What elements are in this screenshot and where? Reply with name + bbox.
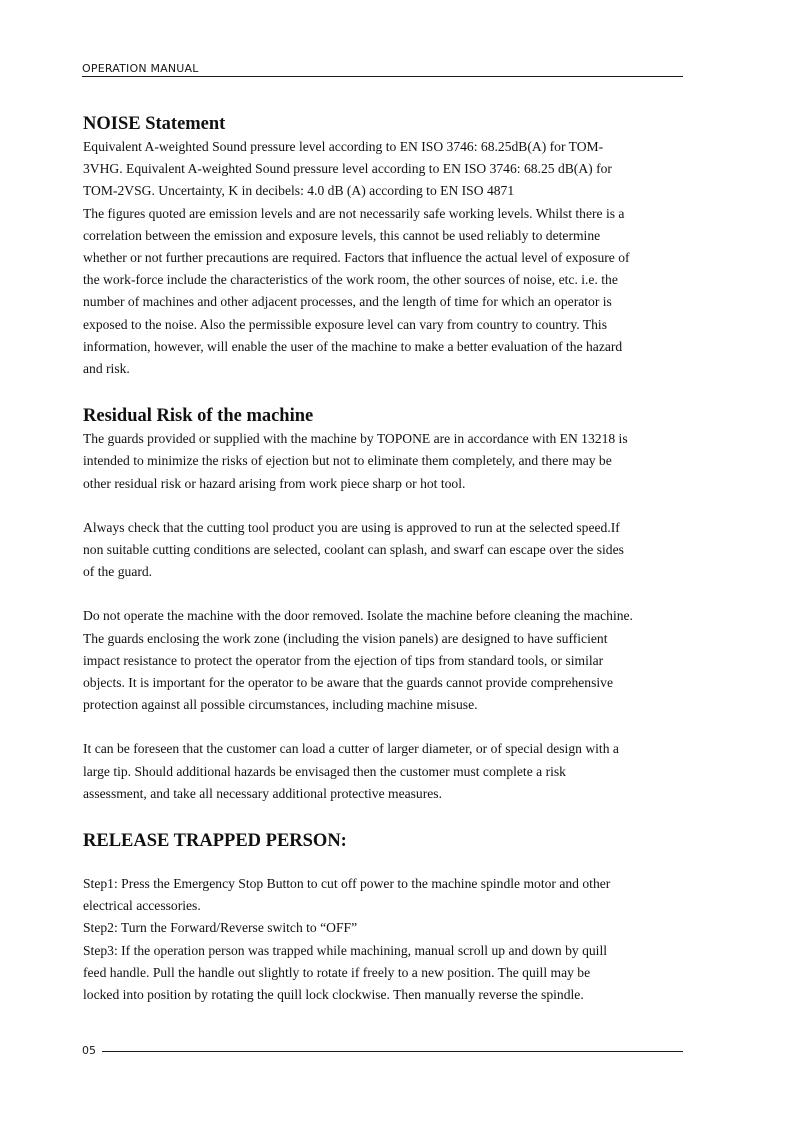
text-line: Always check that the cutting tool product you are using is approved to run at the selected speed.If — [83, 519, 620, 535]
text-line: assessment, and take all necessary additional protective measures. — [83, 785, 442, 801]
text-line: The guards provided or supplied with the machine by TOPONE are in accordance with EN 13218 is — [83, 431, 628, 447]
text-line: Do not operate the machine with the door removed. Isolate the machine before cleaning the machine. — [83, 608, 633, 624]
text-line: correlation between the emission and exposure levels, this cannot be used reliably to determine — [83, 227, 601, 243]
residual-paragraph-1 — [83, 428, 683, 495]
text-line: other residual risk or hazard arising from work piece sharp or hot tool. — [83, 475, 466, 491]
page-number: 05 — [82, 1044, 96, 1057]
text-line: TOM-2VSG. Uncertainty, K in decibels: 4.0 dB (A) according to EN ISO 4871 — [83, 183, 515, 199]
text-line: non suitable cutting conditions are selected, coolant can splash, and swarf can escape over the sides — [83, 542, 624, 558]
residual-paragraph-2 — [83, 517, 683, 584]
text-line: feed handle. Pull the handle out slightly to rotate if freely to a new position. The quill may be — [83, 964, 591, 980]
text-line: Step3: If the operation person was trapped while machining, manual scroll up and down by quill — [83, 942, 607, 958]
noise-paragraph — [83, 136, 683, 380]
text-line: intended to minimize the risks of ejection but not to eliminate them completely, and there may be — [83, 453, 612, 469]
text-line: exposed to the noise. Also the permissible exposure level can vary from country to country. This — [83, 316, 607, 332]
header-rule — [82, 76, 683, 77]
text-line: information, however, will enable the user of the machine to make a better evaluation of the hazard — [83, 338, 623, 354]
text-line: The figures quoted are emission levels and are not necessarily safe working levels. Whilst there is a — [83, 205, 625, 221]
text-line: the work-force include the characteristics of the work room, the other sources of noise, etc. i.e. the — [83, 272, 618, 288]
noise-heading: NOISE Statement — [83, 114, 226, 134]
text-line: Step1: Press the Emergency Stop Button to cut off power to the machine spindle motor and other — [83, 876, 611, 892]
text-line: electrical accessories. — [83, 898, 201, 914]
residual-paragraph-3 — [83, 605, 683, 716]
release-heading: RELEASE TRAPPED PERSON: — [83, 831, 347, 852]
text-line: and risk. — [83, 361, 130, 377]
text-line: whether or not further precautions are required. Factors that influence the actual level of exposure of — [83, 250, 630, 266]
running-header: OPERATION MANUAL — [82, 62, 199, 75]
text-line: 3VHG. Equivalent A-weighted Sound pressure level according to EN ISO 3746: 68.25 dB(A) for — [83, 161, 612, 177]
text-line: locked into position by rotating the quill lock clockwise. Then manually reverse the spindle. — [83, 987, 584, 1003]
release-steps — [83, 873, 683, 1006]
text-line: of the guard. — [83, 564, 153, 580]
page-content — [83, 112, 683, 1006]
text-line: It can be foreseen that the customer can load a cutter of larger diameter, or of special design with a — [83, 741, 619, 757]
text-line: large tip. Should additional hazards be envisaged then the customer must complete a risk — [83, 763, 566, 779]
residual-paragraph-4 — [83, 738, 683, 805]
text-line: The guards enclosing the work zone (including the vision panels) are designed to have sufficient — [83, 630, 608, 646]
text-line: Step2: Turn the Forward/Reverse switch to “OFF” — [83, 920, 358, 936]
text-line: protection against all possible circumstances, including machine misuse. — [83, 697, 478, 713]
text-line: objects. It is important for the operator to be aware that the guards cannot provide comprehensive — [83, 675, 613, 691]
footer-rule — [102, 1051, 683, 1052]
text-line: Equivalent A-weighted Sound pressure level according to EN ISO 3746: 68.25dB(A) for TOM- — [83, 139, 604, 154]
residual-risk-heading: Residual Risk of the machine — [83, 406, 314, 427]
text-line: number of machines and other adjacent processes, and the length of time for which an operator is — [83, 294, 612, 310]
text-line: impact resistance to protect the operator from the ejection of tips from standard tools, or similar — [83, 652, 604, 668]
